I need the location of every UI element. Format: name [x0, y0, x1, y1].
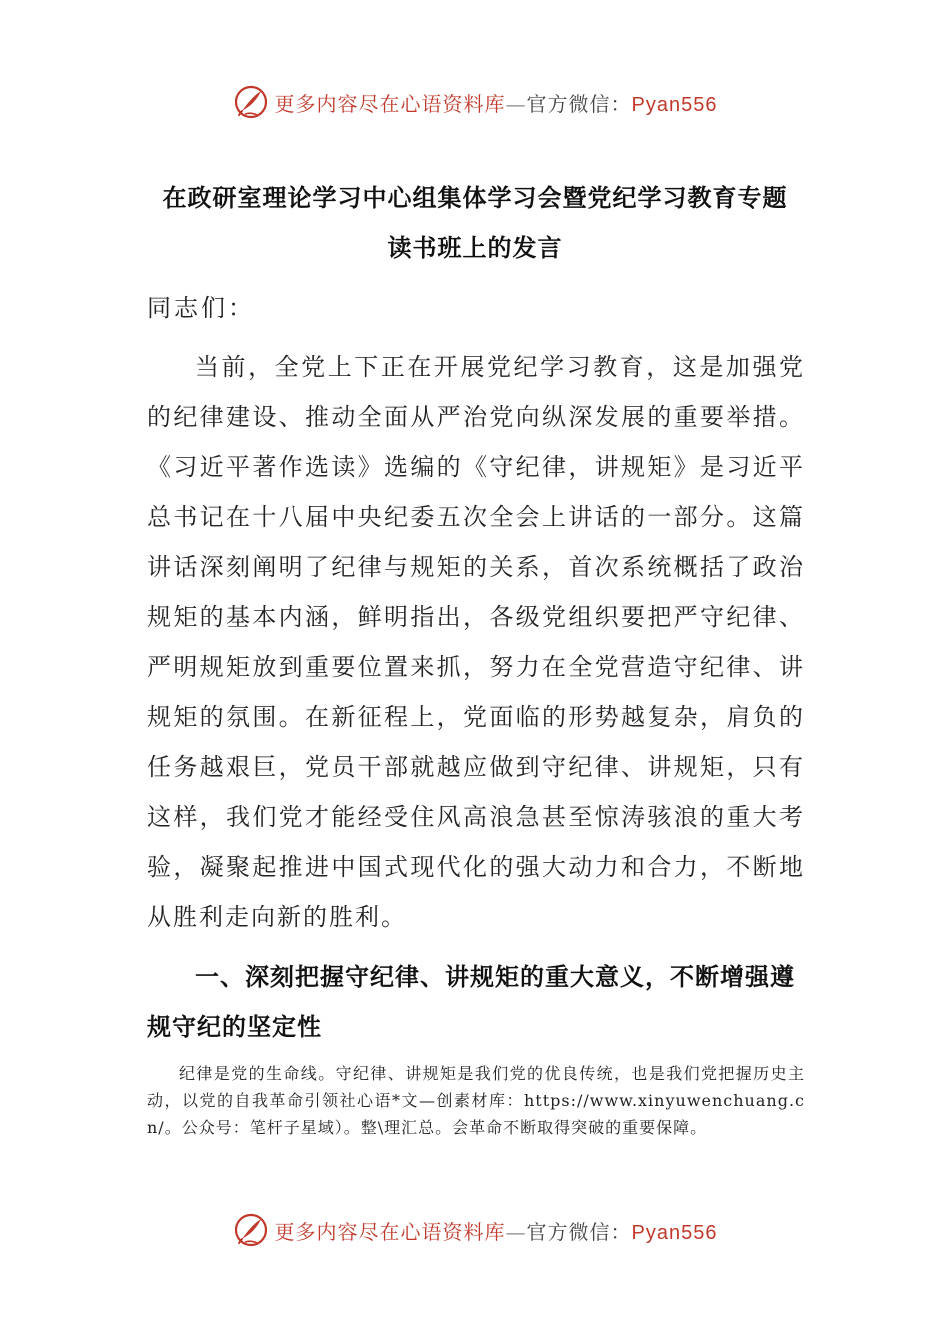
banner-text — [275, 88, 718, 117]
banner-brand: 更多内容尽在心语资料库 — [274, 91, 506, 116]
body-paragraph-1: 当前，全党上下正在开展党纪学习教育，这是加强党的纪律建设、推动全面从严治党向纵深发展的重要举措。《习近平著作选读》选编的《守纪律，讲规矩》是习近平总书记在十八届中央纪委五次全会上讲话的一部分。这篇讲话深刻阐明了纪律与规矩的关系，首次系统概括了政治规矩的基本内涵，鲜明指出，各级党组织要把严守纪律、严明规矩放到重要位置来抓，努力在全党营造守纪律、讲规矩的氛围。在新征程上，党面临的形势越复杂，肩负的任务越艰巨，党员干部就越应做到守纪律、讲规矩，只有这样，我们党才能经受住风高浪急甚至惊涛骇浪的重大考验，凝聚起推进中国式现代化的强大动力和合力，不断地从胜利走向新的胜利。 — [147, 353, 805, 931]
quill-logo-icon — [233, 1212, 269, 1248]
banner-text — [275, 1216, 718, 1245]
body-paragraph-2: 纪律是党的生命线。守纪律、讲规矩是我们党的优良传统，也是我们党把握历史主动，以党的自我革命引领社心语*文—创素材库：https://www.xinyuwenchuang.cn/。公众号：笔杆子星域）。整\理汇总。会革命不断取得突破的重要保障。 — [147, 1064, 805, 1137]
section-heading-1: 一、深刻把握守纪律、讲规矩的重大意义，不断增强遵规守纪的坚定性 — [147, 962, 795, 1041]
document-title-line-2: 读书班上的发言 — [387, 233, 563, 262]
salutation: 同志们： — [147, 294, 255, 322]
banner-separator: — — [505, 91, 527, 116]
header-banner — [0, 82, 950, 122]
banner-wechat-id: Pyan556 — [631, 1221, 718, 1244]
banner-wechat-id: Pyan556 — [631, 93, 718, 116]
banner-label: 官方微信： — [526, 91, 632, 116]
banner-brand: 更多内容尽在心语资料库 — [274, 1219, 506, 1244]
banner-label: 官方微信： — [526, 1219, 632, 1244]
quill-logo-icon — [233, 84, 269, 120]
banner-separator: — — [505, 1219, 527, 1244]
footer-banner — [0, 1210, 950, 1250]
document-title-line-1: 在政研室理论学习中心组集体学习会暨党纪学习教育专题 — [162, 183, 788, 212]
